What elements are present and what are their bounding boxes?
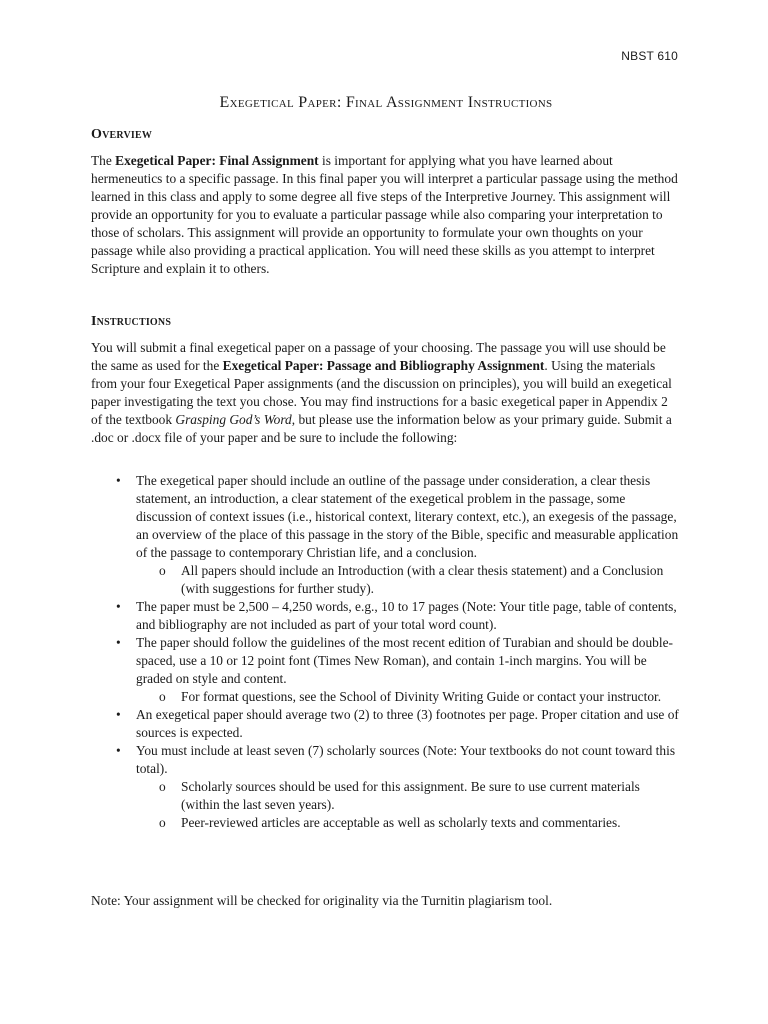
bullet-icon: • [116, 743, 121, 758]
requirements-list [91, 472, 681, 832]
sub-bullet-icon: o [159, 815, 166, 830]
instructions-heading: Instructions [91, 314, 172, 329]
sub-requirement-text: Peer-reviewed articles are acceptable as well as scholarly texts and commentaries. [181, 815, 621, 830]
requirement-text: An exegetical paper should average two (2) to three (3) footnotes per page. Proper citation and use of sources is expected. [136, 707, 679, 740]
requirement-item [91, 706, 681, 742]
sub-requirement-item [136, 688, 681, 706]
sub-requirements-list [136, 778, 681, 832]
textbook-title: Grasping God’s Word [175, 412, 292, 427]
instructions-paragraph [91, 339, 681, 447]
requirement-text: The paper must be 2,500 – 4,250 words, e.g., 10 to 17 pages (Note: Your title page, table of contents, and bibliography are not included as part of your total word count). [136, 599, 677, 632]
bullet-icon: • [116, 635, 121, 650]
requirement-item [91, 742, 681, 832]
requirement-text: You must include at least seven (7) scholarly sources (Note: Your textbooks do not count toward this total). [136, 743, 676, 776]
requirement-item [91, 634, 681, 706]
bullet-icon: • [116, 599, 121, 614]
requirement-item [91, 598, 681, 634]
overview-body: is important for applying what you have learned about hermeneutics to a specific passage. In this final paper you will interpret a particular passage using the method learned in this class and apply to some degree all five steps of the Interpretive Journey. This assignment will provide an opportunity for you to evaluate a particular passage while also comparing your interpretation to those of scholars. This assignment will provide an opportunity to formulate your own thoughts on your passage while also providing a practical application. You will need these skills as you attempt to interpret Scripture and explain it to others. [91, 153, 678, 276]
page-title: Exegetical Paper: Final Assignment Instructions [219, 94, 553, 111]
sub-requirement-item [136, 562, 681, 598]
sub-requirement-item [136, 814, 681, 832]
requirement-text: The paper should follow the guidelines of the most recent edition of Turabian and should be double-spaced, use a 10 or 12 point font (Times New Roman), and contain 1-inch margins. You will be graded on style and content. [136, 635, 674, 686]
bullet-icon: • [116, 473, 121, 488]
sub-bullet-icon: o [159, 689, 166, 704]
originality-note: Note: Your assignment will be checked for originality via the Turnitin plagiarism tool. [91, 893, 553, 908]
overview-bold-term: Exegetical Paper: Final Assignment [115, 153, 319, 168]
sub-requirement-text: For format questions, see the School of Divinity Writing Guide or contact your instructor. [181, 689, 662, 704]
instructions-part2: . Using the materials from your four Exegetical Paper assignments (and the discussion on principles), you will build an exegetical paper investigating the text you chose. You may find instructions for a basic exegetical paper in Appendix 2 of the textbook [91, 358, 672, 427]
instructions-part1: You will submit a final exegetical paper on a passage of your choosing. The passage you will use should be the same as used for the [91, 340, 666, 373]
sub-bullet-icon: o [159, 779, 166, 794]
sub-requirement-text: All papers should include an Introduction (with a clear thesis statement) and a Conclusion (with suggestions for further study). [181, 563, 664, 596]
instructions-part3: , but please use the information below as your primary guide. Submit a .doc or .docx file of your paper and be sure to include the following: [91, 412, 672, 445]
course-code-header: NBST 610 [621, 49, 678, 63]
sub-requirements-list [136, 562, 681, 598]
requirement-item [91, 472, 681, 598]
bullet-icon: • [116, 707, 121, 722]
overview-paragraph [91, 152, 681, 278]
sub-requirement-text: Scholarly sources should be used for this assignment. Be sure to use current materials (within the last seven years). [181, 779, 640, 812]
overview-heading: Overview [91, 127, 153, 142]
sub-requirements-list [136, 688, 681, 706]
instructions-bold-term: Exegetical Paper: Passage and Bibliography Assignment [222, 358, 545, 373]
sub-bullet-icon: o [159, 563, 166, 578]
overview-lead: The [91, 153, 116, 168]
requirement-text: The exegetical paper should include an outline of the passage under consideration, a clear thesis statement, an introduction, a clear statement of the exegetical problem in the passage, some discussion of context issues (i.e., historical context, literary context, etc.), an exegesis of the passage, an overview of the place of this passage in the story of the Bible, specific and measurable application of the passage to contemporary Christian life, and a conclusion. [136, 473, 679, 560]
sub-requirement-item [136, 778, 681, 814]
